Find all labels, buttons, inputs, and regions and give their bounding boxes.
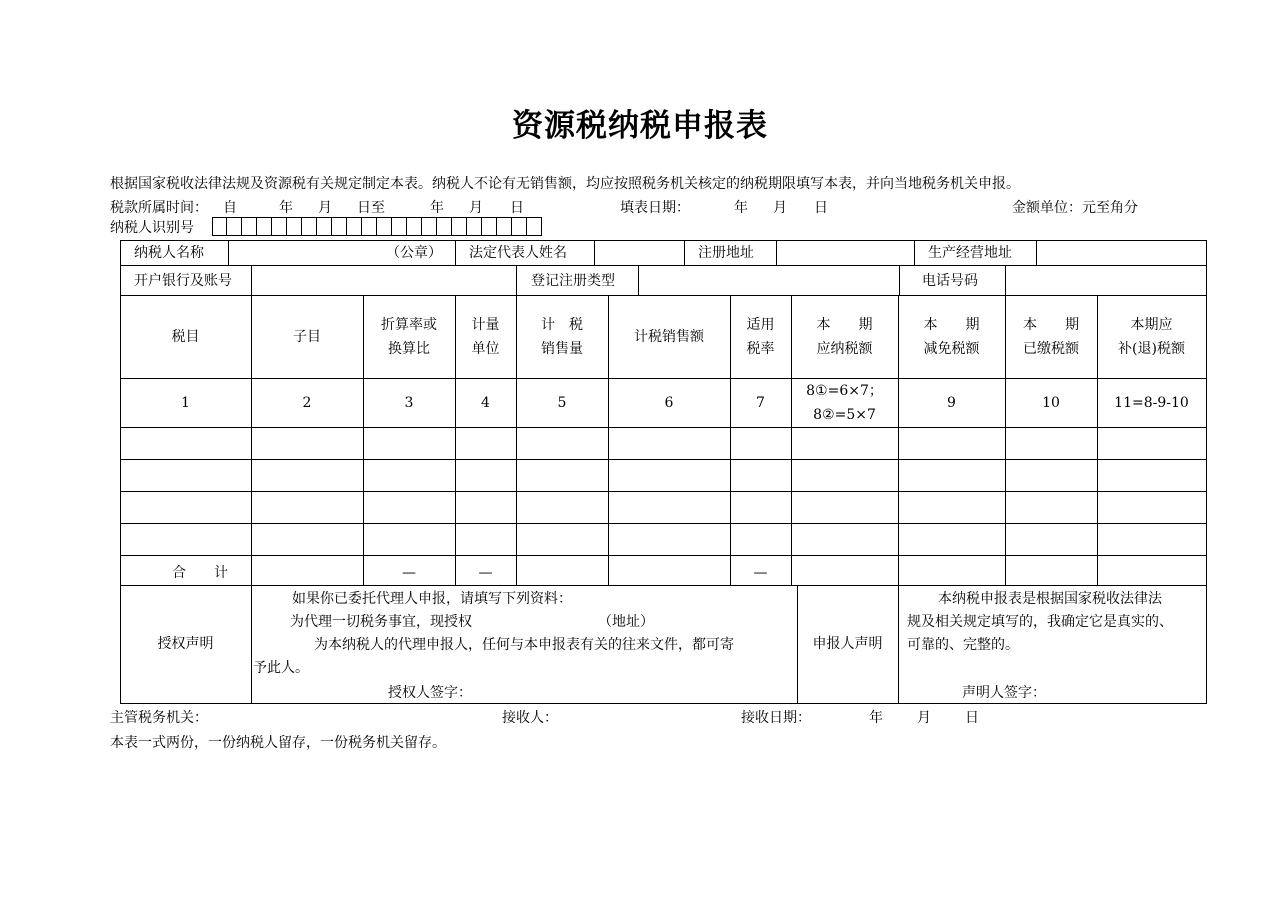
fill-date-year: 年 bbox=[734, 200, 748, 216]
table-row[interactable] bbox=[120, 523, 1206, 555]
col-header-tax-item: 税目 bbox=[171, 328, 200, 345]
col-number-7: 7 bbox=[756, 394, 765, 411]
period-to-month: 月 bbox=[469, 200, 483, 216]
col-number-10: 10 bbox=[1042, 394, 1060, 411]
reg-type-field[interactable] bbox=[638, 265, 899, 295]
auth-line-2: 为代理一切税务事宜，现授权 bbox=[290, 614, 472, 630]
legal-rep-field[interactable] bbox=[594, 240, 684, 265]
phone-label: 电话号码 bbox=[922, 273, 978, 289]
col-header-tax-paid: 本 期 已缴税额 bbox=[1023, 316, 1079, 357]
period-to-day: 日 bbox=[510, 200, 524, 216]
period-from-month: 月 bbox=[318, 200, 332, 216]
table-row[interactable] bbox=[120, 427, 1206, 459]
amount-unit: 金额单位：元至角分 bbox=[1012, 200, 1138, 216]
taxpayer-id-label: 纳税人识别号 bbox=[110, 220, 194, 236]
col-number-4: 4 bbox=[481, 394, 490, 411]
page-title: 资源税纳税申报表 bbox=[512, 108, 768, 144]
intro-text: 根据国家税收法律法规及资源税有关规定制定本表。纳税人不论有无销售额，均应按照税务机关核定的纳税期限填写本表，并向当地税务机关申报。 bbox=[110, 176, 1020, 192]
fill-date-month: 月 bbox=[773, 200, 787, 216]
col-header-tax-due: 本期应 补(退)税额 bbox=[1118, 316, 1185, 357]
col-number-3: 3 bbox=[404, 394, 414, 411]
declare-line-2: 规及相关规定填写的，我确定它是真实的、 bbox=[907, 614, 1173, 630]
col-header-tax-payable: 本 期 应纳税额 bbox=[816, 316, 873, 357]
col-header-tax-reduction: 本 期 减免税额 bbox=[923, 316, 980, 357]
bank-account-field[interactable] bbox=[251, 265, 516, 295]
bank-account-label: 开户银行及账号 bbox=[134, 273, 232, 289]
auth-label: 授权声明 bbox=[157, 636, 214, 652]
reg-type-label: 登记注册类型 bbox=[531, 273, 615, 289]
fill-date-label: 填表日期： bbox=[620, 200, 690, 216]
col-header-unit: 计量 单位 bbox=[471, 316, 500, 357]
col-number-5: 5 bbox=[557, 394, 567, 411]
auth-address-note: （地址） bbox=[598, 614, 654, 630]
footer-receive-date: 接收日期： bbox=[741, 710, 811, 726]
prod-address-field[interactable] bbox=[1036, 240, 1206, 265]
auth-line-1: 如果你已委托代理人申报，请填写下列资料： bbox=[292, 591, 572, 607]
footer-month: 月 bbox=[917, 710, 931, 726]
col-number-9: 9 bbox=[947, 394, 956, 411]
declare-line-3: 可靠的、完整的。 bbox=[907, 637, 1019, 653]
col-number-8: 8①=6×7； 8②=5×7 bbox=[806, 382, 883, 423]
seal-note: （公章） bbox=[386, 245, 442, 261]
total-dash-unit: — bbox=[478, 565, 493, 581]
col-header-sales-amount: 计税销售额 bbox=[634, 328, 704, 345]
declare-sign-label: 声明人签字： bbox=[962, 685, 1046, 701]
phone-field[interactable] bbox=[1005, 265, 1206, 295]
taxpayer-name-label: 纳税人名称 bbox=[134, 245, 204, 261]
total-dash-conversion: — bbox=[402, 565, 416, 581]
reg-address-label: 注册地址 bbox=[698, 245, 754, 261]
reg-address-field[interactable] bbox=[776, 240, 914, 265]
col-header-sales-volume: 计 税 销售量 bbox=[541, 316, 583, 357]
total-label: 合 计 bbox=[172, 565, 228, 581]
fill-date-day: 日 bbox=[814, 200, 828, 216]
period-from-year: 年 bbox=[279, 200, 293, 216]
legal-rep-label: 法定代表人姓名 bbox=[469, 245, 567, 261]
table-row[interactable] bbox=[120, 459, 1206, 491]
footer-year: 年 bbox=[869, 710, 883, 726]
period-label: 税款所属时间： bbox=[110, 200, 208, 216]
col-number-11: 11=8-9-10 bbox=[1114, 394, 1189, 411]
table-row[interactable] bbox=[120, 491, 1206, 523]
footer-note: 本表一式两份，一份纳税人留存，一份税务机关留存。 bbox=[110, 735, 446, 751]
col-number-1: 1 bbox=[181, 394, 190, 411]
period-from: 自 bbox=[223, 200, 237, 216]
col-header-sub-item: 子目 bbox=[293, 328, 321, 345]
period-to-year: 年 bbox=[430, 200, 444, 216]
period-day-to: 日至 bbox=[357, 200, 385, 216]
col-header-conversion: 折算率或 换算比 bbox=[381, 316, 437, 357]
footer-day: 日 bbox=[965, 710, 979, 726]
footer-receiver: 接收人： bbox=[502, 710, 558, 726]
declare-line-1: 本纳税申报表是根据国家税收法律法 bbox=[938, 591, 1162, 607]
total-dash-rate: — bbox=[753, 565, 768, 581]
prod-address-label: 生产经营地址 bbox=[928, 245, 1012, 261]
auth-line-3: 为本纳税人的代理申报人，任何与本申报表有关的往来文件，都可寄 bbox=[314, 637, 734, 653]
auth-sign-label: 授权人签字： bbox=[388, 685, 472, 701]
footer-authority: 主管税务机关： bbox=[110, 710, 208, 726]
declare-label: 申报人声明 bbox=[812, 636, 883, 652]
col-number-6: 6 bbox=[664, 394, 674, 411]
auth-line-4: 予此人。 bbox=[253, 660, 309, 676]
col-number-2: 2 bbox=[302, 394, 312, 411]
col-header-tax-rate: 适用 税率 bbox=[746, 316, 775, 357]
